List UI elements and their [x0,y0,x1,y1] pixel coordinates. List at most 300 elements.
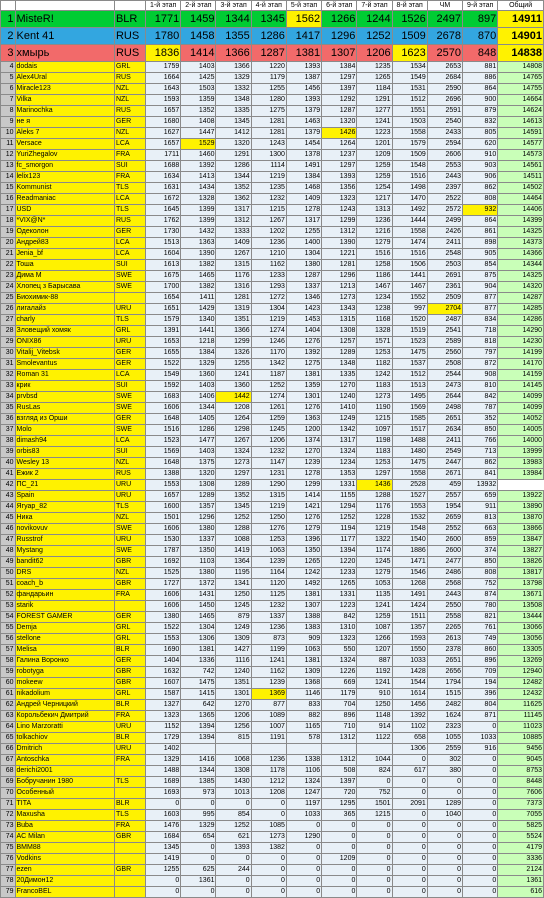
rank-cell: 61 [1,689,16,700]
stage-score-cell: 904 [463,282,498,293]
stage-score-cell: 1307 [286,601,321,612]
stage-score-cell: 1273 [216,458,251,469]
stage-score-cell: 0 [392,876,427,887]
rank-cell: 39 [1,447,16,458]
stage-score-cell: 1511 [392,612,427,623]
stage-score-cell: 1771 [146,11,181,28]
stage-score-cell: 908 [463,370,498,381]
total-score-cell: 14561 [498,161,544,172]
column-header: 6-й этап [322,1,357,11]
stage-score-cell: 642 [181,700,216,711]
table-row [1,128,544,139]
stage-score-cell: 0 [286,843,321,854]
total-score-cell: 14511 [498,172,544,183]
stage-score-cell: 658 [392,733,427,744]
stage-score-cell: 1587 [146,689,181,700]
stage-score-cell: 1593 [392,634,427,645]
rank-cell: 68 [1,766,16,777]
stage-score-cell: 0 [146,799,181,810]
table-row [1,194,544,205]
rank-cell: 65 [1,733,16,744]
table-row [1,337,544,348]
stage-score-cell: 1730 [146,227,181,238]
player-name-cell: Buba [15,821,114,832]
rank-cell: 63 [1,711,16,722]
table-row [1,865,544,876]
stage-score-cell: 1195 [216,568,251,579]
total-score-cell: 13870 [498,513,544,524]
country-cell: GER [114,656,145,667]
stage-score-cell: 1607 [146,678,181,689]
rank-cell: 30 [1,348,16,359]
rank-cell: 18 [1,216,16,227]
stage-score-cell: 194 [463,678,498,689]
country-cell: TLS [114,183,145,194]
stage-score-cell: 1360 [216,381,251,392]
table-row [1,678,544,689]
stage-score-cell: 1624 [427,711,462,722]
stage-score-cell: 1278 [286,205,321,216]
stage-score-cell: 877 [251,700,286,711]
table-row [1,425,544,436]
stage-score-cell: 1537 [392,359,427,370]
rank-cell: 15 [1,183,16,194]
player-name-cell: orbis83 [15,447,114,458]
stage-score-cell: 1516 [357,249,392,260]
player-name-cell: Ягуар_82 [15,502,114,513]
stage-score-cell: 780 [463,601,498,612]
stage-score-cell: 1249 [322,414,357,425]
player-name-cell: хмырь [15,45,114,62]
stage-score-cell: 1241 [357,117,392,128]
country-cell: NZL [114,513,145,524]
player-name-cell: FrancoBEL [15,887,114,898]
rank-cell: 41 [1,469,16,480]
table-row [1,887,544,898]
stage-score-cell: 1324 [322,656,357,667]
stage-score-cell: 897 [463,11,498,28]
stage-score-cell: 1170 [251,348,286,359]
table-row [1,304,544,315]
country-cell: URU [114,722,145,733]
stage-score-cell: 2704 [427,304,462,315]
player-name-cell: Jenia_bf [15,249,114,260]
stage-score-cell: 1350 [181,546,216,557]
stage-score-cell: 1317 [322,436,357,447]
stage-score-cell: 805 [463,128,498,139]
stage-score-cell: 2540 [427,117,462,128]
stage-score-cell: 0 [322,832,357,843]
stage-score-cell: 352 [463,414,498,425]
stage-score-cell: 875 [463,271,498,282]
stage-score-cell: 1287 [322,106,357,117]
stage-score-cell: 1553 [392,502,427,513]
stage-score-cell: 0 [427,788,462,799]
country-cell: GER [114,414,145,425]
stage-score-cell: 2497 [427,11,462,28]
stage-score-cell: 1342 [251,359,286,370]
stage-score-cell: 1273 [357,392,392,403]
column-header [1,1,16,11]
table-row [1,557,544,568]
stage-score-cell: 1369 [251,689,286,700]
stage-score-cell: 1258 [357,260,392,271]
stage-score-cell: 1312 [322,733,357,744]
country-cell: GBR [114,865,145,876]
stage-score-cell: 1320 [322,117,357,128]
stage-score-cell: 1431 [181,590,216,601]
stage-score-cell: 1281 [251,128,286,139]
stage-score-cell: 0 [181,799,216,810]
stage-score-cell: 1320 [216,139,251,150]
stage-score-cell: 0 [357,843,392,854]
stage-score-cell: 1250 [251,513,286,524]
stage-score-cell: 0 [286,821,321,832]
stage-score-cell: 1274 [251,326,286,337]
stage-score-cell: 1337 [181,535,216,546]
stage-score-cell: 2613 [427,634,462,645]
stage-score-cell: 1657 [146,106,181,117]
stage-score-cell: 2411 [427,238,462,249]
total-score-cell: 13817 [498,568,544,579]
stage-score-cell: 1623 [392,45,427,62]
rank-cell: 34 [1,392,16,403]
stage-score-cell: 1405 [181,414,216,425]
table-row [1,348,544,359]
stage-score-cell: 1259 [251,414,286,425]
rank-cell: 75 [1,843,16,854]
rank-cell: 10 [1,128,16,139]
stage-score-cell: 1286 [181,425,216,436]
stage-score-cell: 1324 [322,447,357,458]
stage-score-cell: 1297 [216,469,251,480]
stage-score-cell: 1210 [251,249,286,260]
stage-score-cell: 1208 [216,403,251,414]
stage-score-cell: 2696 [427,95,462,106]
stage-score-cell: 0 [357,777,392,788]
stage-score-cell: 713 [463,447,498,458]
stage-score-cell: 842 [322,612,357,623]
stage-score-cell: 578 [286,733,321,744]
column-header: 9-й этап [463,1,498,11]
stage-score-cell: 1312 [322,755,357,766]
table-row [1,392,544,403]
stage-score-cell: 1359 [286,381,321,392]
rank-cell: 17 [1,205,16,216]
stage-score-cell: 1534 [392,62,427,73]
stage-score-cell: 2378 [427,645,462,656]
stage-score-cell: 0 [216,854,251,865]
stage-score-cell: 1579 [392,139,427,150]
stage-score-cell: 1688 [146,161,181,172]
player-name-cell: Aleks 7 [15,128,114,139]
stage-score-cell: 761 [463,623,498,634]
stage-score-cell: 1308 [181,480,216,491]
stage-score-cell: 1215 [251,205,286,216]
rank-cell: 73 [1,821,16,832]
stage-score-cell: 1219 [357,524,392,535]
player-name-cell: Ежик 2 [15,469,114,480]
country-cell: FRA [114,150,145,161]
stage-score-cell: 1013 [216,788,251,799]
stage-score-cell: 1657 [146,491,181,502]
country-cell: RUS [114,73,145,84]
stage-score-cell: 1290 [251,480,286,491]
stage-score-cell: 1530 [146,535,181,546]
player-name-cell: лигалайз [15,304,114,315]
stage-score-cell: 2671 [427,469,462,480]
player-name-cell: dodais [15,62,114,73]
stage-score-cell: 1243 [251,139,286,150]
stage-score-cell: 1672 [146,194,181,205]
stage-score-cell: 1653 [146,337,181,348]
stage-score-cell: 879 [463,106,498,117]
stage-score-cell: 903 [463,161,498,172]
player-name-cell: RusLas [15,403,114,414]
stage-score-cell: 1385 [181,777,216,788]
stage-score-cell: 0 [463,821,498,832]
player-name-cell: USD [15,205,114,216]
stage-score-cell: 1276 [286,337,321,348]
column-header: 1-й этап [146,1,181,11]
stage-score-cell: 2568 [427,579,462,590]
stage-score-cell: 879 [216,612,251,623]
stage-score-cell: 1442 [216,392,251,403]
rank-cell: 25 [1,293,16,304]
stage-score-cell: 1404 [146,656,181,667]
stage-score-cell: 1532 [392,513,427,524]
stage-score-cell: 1465 [181,271,216,282]
stage-score-cell: 2560 [427,348,462,359]
stage-score-cell: 1206 [251,436,286,447]
stage-score-cell: 1241 [357,678,392,689]
total-score-cell: 13922 [498,491,544,502]
stage-score-cell: 1390 [181,249,216,260]
total-score-cell: 13826 [498,557,544,568]
table-row [1,458,544,469]
total-score-cell: 14052 [498,414,544,425]
table-row [1,414,544,425]
stage-score-cell: 1340 [181,315,216,326]
stage-score-cell: 1393 [286,95,321,106]
stage-score-cell: 1379 [286,128,321,139]
rank-cell: 26 [1,304,16,315]
total-score-cell: 14765 [498,73,544,84]
stage-score-cell: 1417 [286,28,321,45]
stage-score-cell: 396 [463,689,498,700]
player-name-cell: Wesley 13 [15,458,114,469]
country-cell: GBR [114,667,145,678]
stage-score-cell: 1336 [181,656,216,667]
stage-score-cell: 0 [146,887,181,898]
stage-score-cell: 1346 [286,293,321,304]
stage-score-cell: 374 [463,546,498,557]
player-name-cell: BMM88 [15,843,114,854]
stage-score-cell: 1246 [251,337,286,348]
country-cell: RUS [114,106,145,117]
player-name-cell: Vitalij_Vitebsk [15,348,114,359]
rank-cell: 49 [1,557,16,568]
table-row [1,634,544,645]
total-score-cell: 13066 [498,623,544,634]
table-row [1,326,544,337]
rank-cell: 74 [1,832,16,843]
stage-score-cell: 1643 [146,84,181,95]
total-score-cell: 13798 [498,579,544,590]
stage-score-cell: 1209 [322,854,357,865]
player-name-cell: Зловещий хомяк [15,326,114,337]
stage-score-cell: 1491 [392,590,427,601]
stage-score-cell: 1226 [322,667,357,678]
stage-score-cell: 1176 [216,271,251,282]
rank-cell: 2 [1,28,16,45]
stage-score-cell: 1675 [146,271,181,282]
stage-score-cell: 1296 [322,28,357,45]
rank-cell: 57 [1,645,16,656]
stage-score-cell: 1427 [216,645,251,656]
stage-score-cell: 1520 [392,315,427,326]
stage-score-cell: 1268 [392,579,427,590]
country-cell: SWE [114,392,145,403]
stage-score-cell: 1527 [392,491,427,502]
table-row [1,469,544,480]
stage-score-cell: 752 [463,579,498,590]
rank-cell: 21 [1,249,16,260]
stage-score-cell: 1362 [216,194,251,205]
total-score-cell: 13269 [498,656,544,667]
country-cell: URU [114,535,145,546]
rank-cell: 19 [1,227,16,238]
stage-score-cell: 2558 [427,612,462,623]
stage-score-cell: 1366 [216,45,251,62]
rank-cell: 32 [1,370,16,381]
stage-score-cell: 850 [463,557,498,568]
rank-cell: 42 [1,480,16,491]
stage-score-cell: 0 [463,755,498,766]
stage-score-cell: 1179 [322,689,357,700]
player-name-cell: Melisa [15,645,114,656]
player-name-cell: TITA [15,799,114,810]
leaderboard-body [1,11,544,898]
country-cell: RUS [114,216,145,227]
stage-score-cell: 1468 [286,183,321,194]
table-row [1,227,544,238]
stage-score-cell: 0 [322,876,357,887]
stage-score-cell: 1410 [322,403,357,414]
stage-score-cell: 870 [463,28,498,45]
stage-score-cell: 1267 [216,436,251,447]
stage-score-cell: 1400 [286,238,321,249]
stage-score-cell: 2606 [427,150,462,161]
stage-score-cell: 0 [251,865,286,876]
stage-score-cell: 1304 [181,623,216,634]
stage-score-cell: 1235 [357,62,392,73]
stage-score-cell: 842 [463,392,498,403]
player-name-cell: Antoschka [15,755,114,766]
stage-score-cell: 0 [392,788,427,799]
stage-score-cell: 1299 [322,216,357,227]
stage-score-cell: 1501 [357,799,392,810]
stage-score-cell: 0 [463,788,498,799]
stage-score-cell: 1529 [181,139,216,150]
player-name-cell: AC Milan [15,832,114,843]
country-cell: RUS [114,469,145,480]
stage-score-cell: 1254 [357,183,392,194]
stage-score-cell: 1553 [146,480,181,491]
stage-score-cell: 1391 [146,326,181,337]
table-row [1,623,544,634]
stage-score-cell: 1177 [322,535,357,546]
stage-score-cell: 2443 [427,590,462,601]
stage-score-cell: 1286 [216,161,251,172]
stage-score-cell: 1317 [216,205,251,216]
stage-score-cell: 1392 [286,348,321,359]
total-score-cell: 13671 [498,590,544,601]
player-name-cell: novikovuv [15,524,114,535]
stage-score-cell: 821 [463,612,498,623]
table-row [1,271,544,282]
stage-score-cell: 1085 [251,821,286,832]
stage-score-cell: 1249 [216,623,251,634]
stage-score-cell: 1390 [322,238,357,249]
stage-score-cell: 932 [463,205,498,216]
stage-score-cell: 1495 [392,392,427,403]
column-header: 2-й этап [181,1,216,11]
rank-cell: 64 [1,722,16,733]
country-cell: SWE [114,546,145,557]
total-score-cell: 13999 [498,447,544,458]
stage-score-cell: 874 [463,590,498,601]
stage-score-cell: 1513 [146,238,181,249]
total-score-cell: 9045 [498,755,544,766]
stage-score-cell: 1546 [392,568,427,579]
country-cell: FRA [114,821,145,832]
table-row [1,282,544,293]
stage-score-cell: 797 [463,348,498,359]
stage-score-cell: 1450 [181,601,216,612]
stage-score-cell: 1525 [146,568,181,579]
stage-score-cell: 625 [181,865,216,876]
stage-score-cell: 1186 [357,271,392,282]
country-cell: TLS [114,502,145,513]
stage-score-cell: 1296 [322,271,357,282]
country-cell: URU [114,744,145,755]
stage-score-cell: 872 [463,359,498,370]
stage-score-cell: 1281 [322,260,357,271]
stage-score-cell: 1522 [146,623,181,634]
stage-score-cell: 1412 [216,128,251,139]
player-name-cell: Spain [15,491,114,502]
country-cell: URU [114,480,145,491]
player-name-cell: Андрей83 [15,238,114,249]
stage-score-cell: 365 [322,810,357,821]
rank-cell: 11 [1,139,16,150]
table-row [1,11,544,28]
rank-cell: 8 [1,106,16,117]
stage-score-cell: 1326 [216,348,251,359]
country-cell: SUI [114,381,145,392]
country-cell [114,788,145,799]
stage-score-cell: 0 [463,887,498,898]
stage-score-cell: 886 [463,73,498,84]
rank-cell: 35 [1,403,16,414]
stage-score-cell: 1585 [392,414,427,425]
stage-score-cell: 864 [463,84,498,95]
stage-score-cell: 1651 [146,304,181,315]
stage-score-cell: 1206 [357,45,392,62]
stage-score-cell: 1544 [392,678,427,689]
total-score-cell: 14199 [498,348,544,359]
